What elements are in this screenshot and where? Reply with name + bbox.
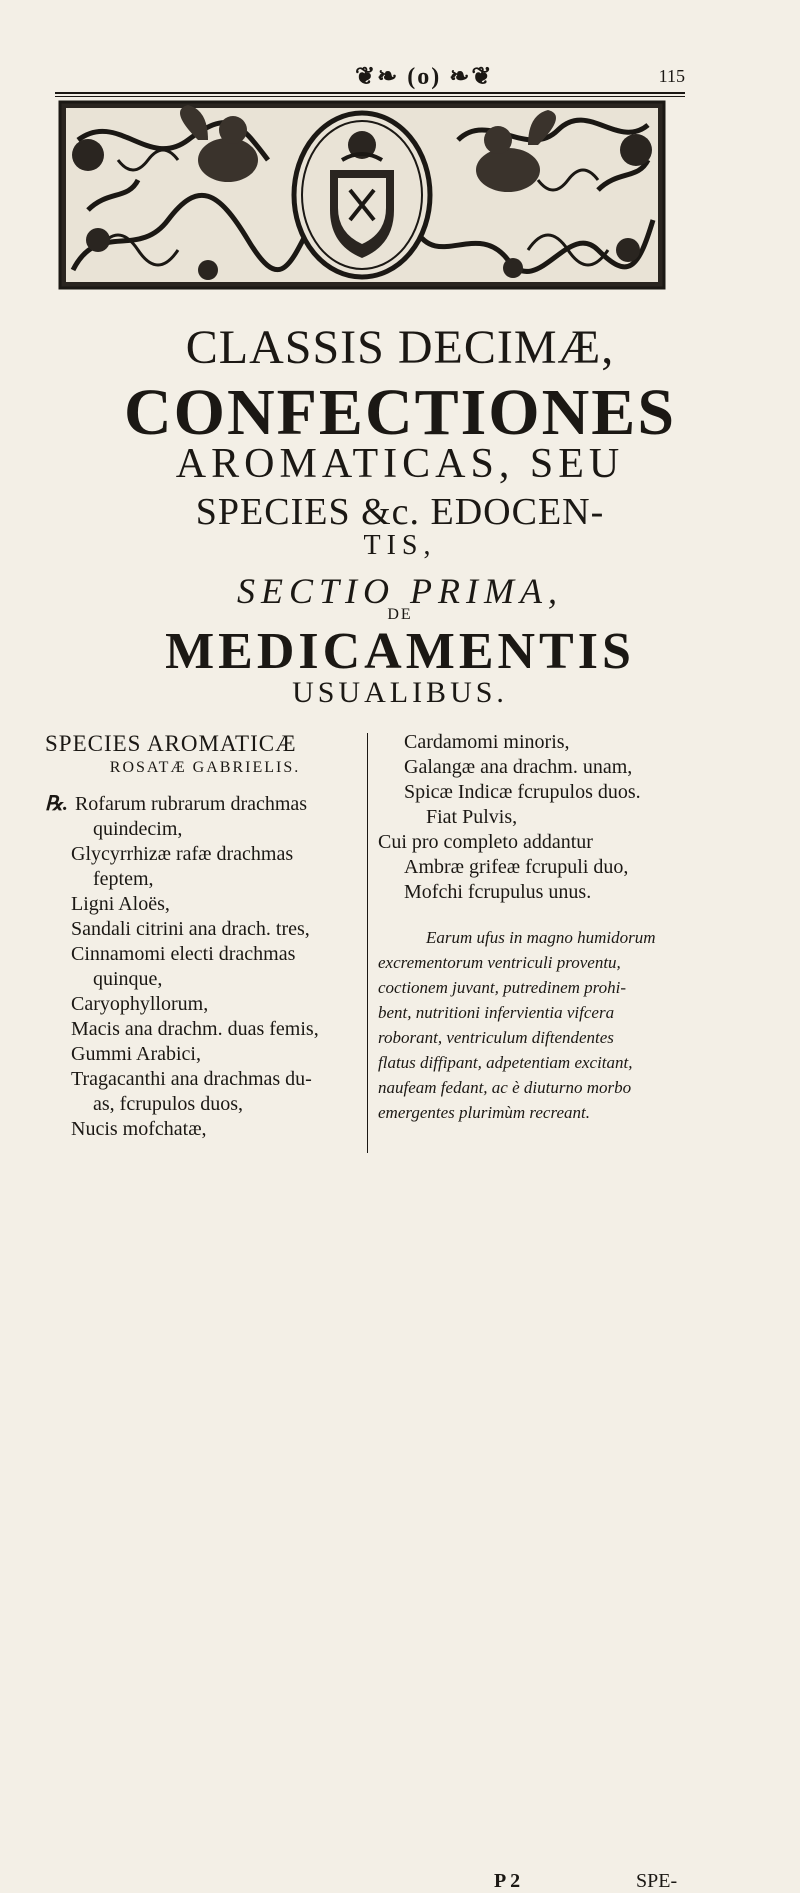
usualibus-title: USUALIBUS. xyxy=(292,676,508,709)
usage-line: coctionem juvant, putredinem prohi- xyxy=(378,978,627,997)
recipe-line: Sandali citrini ana drach. tres, xyxy=(71,918,310,940)
usage-line: excrementorum ventriculi proventu, xyxy=(378,953,621,972)
recipe-line: Cardamomi minoris, xyxy=(404,731,570,753)
usage-line: flatus diffipant, adpetentiam excitant, xyxy=(378,1053,633,1072)
recipe-line: Ligni Aloës, xyxy=(71,893,170,915)
recipe-line: Cui pro completo addantur xyxy=(378,831,593,853)
catchword: SPE- xyxy=(636,1870,678,1892)
ingredient-text: Rofarum rubrarum drachmas xyxy=(74,793,308,815)
tis-title: TIS, xyxy=(363,530,437,561)
de-title: DE xyxy=(387,606,413,623)
head-ornament: ❦❧ (o) ❧❦ xyxy=(355,64,494,90)
recipe-line: feptem, xyxy=(93,868,154,890)
recipe-subheading: ROSATÆ GABRIELIS. xyxy=(109,759,301,776)
recipe-line: Gummi Arabici, xyxy=(71,1043,201,1065)
aromaticas-title: AROMATICAS, SEU xyxy=(175,441,625,487)
right-column xyxy=(378,730,688,1892)
recipe-line: Nucis mofchatæ, xyxy=(71,1118,207,1140)
recipe-line: Fiat Pulvis, xyxy=(426,806,518,828)
column-divider xyxy=(367,733,368,1153)
recipe-line: Caryophyllorum, xyxy=(71,993,209,1015)
woodcut-ornament-illustration xyxy=(58,100,666,290)
running-head xyxy=(55,58,685,98)
recipe-line: Ambræ grifeæ fcrupuli duo, xyxy=(404,856,629,878)
recipe-line: Cinnamomi electi drachmas xyxy=(71,943,296,965)
species-title: SPECIES &c. EDOCEN- xyxy=(195,491,605,533)
recipe-line: quindecim, xyxy=(93,818,183,840)
sectio-title: SECTIO PRIMA, xyxy=(237,571,563,611)
head-rule xyxy=(55,92,685,94)
recipe-line: Spicæ Indicæ fcrupulos duos. xyxy=(404,781,641,803)
usage-line: Earum ufus in magno humidorum xyxy=(426,928,656,947)
recipe-line: Galangæ ana drachm. unam, xyxy=(404,756,633,778)
recipe-line: as, fcrupulos duos, xyxy=(93,1093,243,1115)
page-number: 115 xyxy=(658,66,685,86)
usage-line: emergentes plurimùm recreant. xyxy=(378,1103,590,1122)
recipe-symbol: ℞. xyxy=(45,793,68,815)
confectiones-title: CONFECTIONES xyxy=(123,376,677,449)
left-column xyxy=(45,730,365,1142)
recipe-line: Mofchi fcrupulus unus. xyxy=(404,881,592,903)
head-rule-thin xyxy=(55,96,685,97)
recipe-line: Tragacanthi ana drachmas du- xyxy=(71,1068,312,1090)
woodcut-headpiece xyxy=(58,100,666,290)
usage-line: roborant, ventriculum diftendentes xyxy=(378,1028,614,1047)
recipe-line: Glycyrrhizæ rafæ drachmas xyxy=(71,843,294,865)
recipe-line xyxy=(45,792,365,817)
signature-mark: P 2 xyxy=(494,1870,521,1892)
usage-line: naufeam fedant, ac è diuturno morbo xyxy=(378,1078,632,1097)
recipe-line: quinque, xyxy=(93,968,163,990)
recipe-heading: SPECIES AROMATICÆ xyxy=(45,731,297,756)
usage-line: bent, nutritioni infervientia vifcera xyxy=(378,1003,615,1022)
usage-paragraph xyxy=(378,925,688,1125)
medicamentis-title: MEDICAMENTIS xyxy=(165,623,635,680)
class-title: CLASSIS DECIMÆ, xyxy=(185,321,615,374)
recipe-line: Macis ana drachm. duas femis, xyxy=(71,1018,319,1040)
